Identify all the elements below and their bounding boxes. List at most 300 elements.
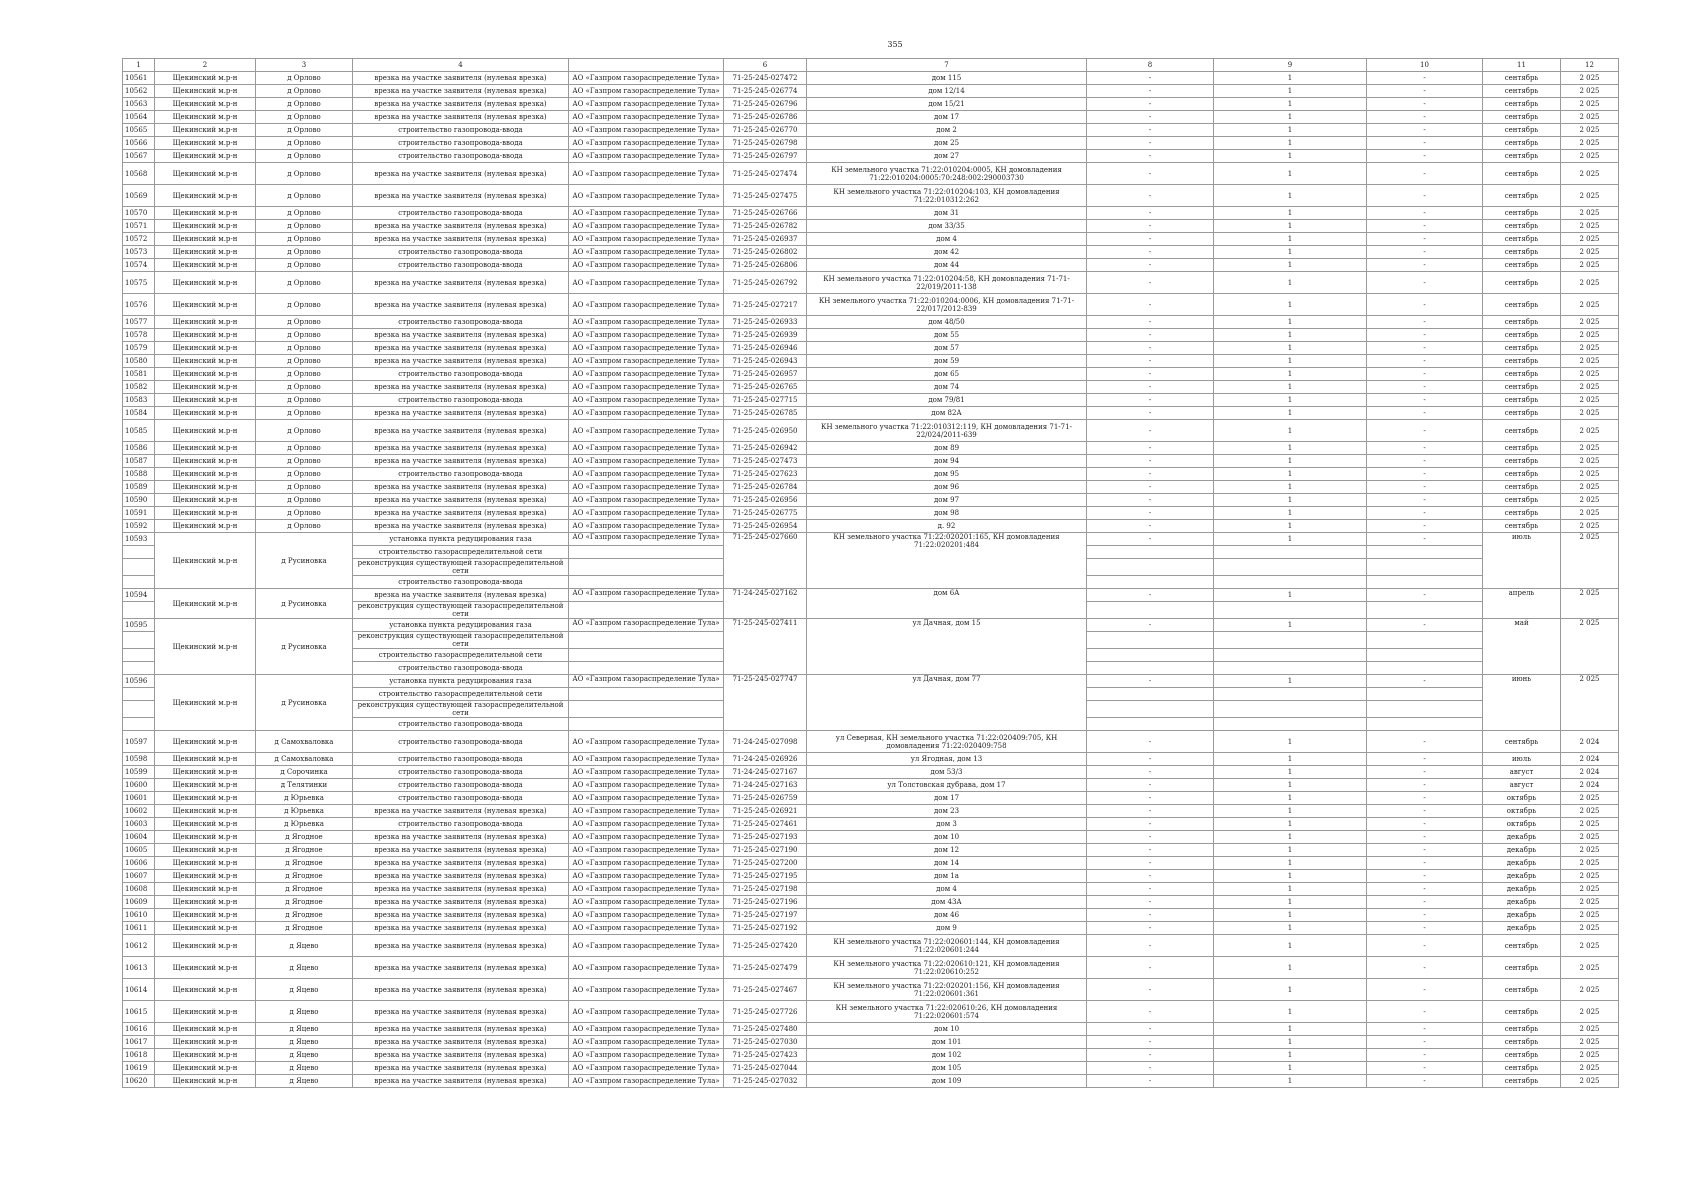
table-row [123,207,1619,220]
organization: АО «Газпром газораспределение Тула» [569,124,724,137]
district: Щекинский м.р-н [155,766,256,779]
work-type: строительство газопровода-ввода [353,207,569,220]
work-type: врезка на участке заявителя (нулевая врезка) [353,294,569,316]
district: Щекинский м.р-н [155,185,256,207]
row-number: 10611 [123,922,155,935]
settlement: д Орлово [256,355,353,368]
month: декабрь [1483,896,1561,909]
work-type: врезка на участке заявителя (нулевая врезка) [353,896,569,909]
col8: - [1087,420,1214,442]
col10: - [1367,619,1483,632]
year: 2 025 [1561,805,1619,818]
col9: 1 [1214,779,1367,792]
col8-empty [1087,602,1214,619]
col9: 1 [1214,844,1367,857]
col8: - [1087,520,1214,533]
col10: - [1367,394,1483,407]
header-cell: 7 [807,59,1087,72]
work-type: строительство газопровода-ввода [353,316,569,329]
col10: - [1367,792,1483,805]
col10: - [1367,779,1483,792]
table-row [123,922,1619,935]
organization-empty [569,718,724,731]
col8: - [1087,355,1214,368]
col8: - [1087,818,1214,831]
col9-empty [1214,649,1367,662]
code: 71-25-245-026774 [724,85,807,98]
settlement: д Орлово [256,329,353,342]
address: ул Дачная, дом 77 [807,675,1087,731]
page-number: 355 [887,40,903,49]
year: 2 025 [1561,316,1619,329]
settlement: д Орлово [256,185,353,207]
address: дом 53/3 [807,766,1087,779]
col9: 1 [1214,442,1367,455]
district: Щекинский м.р-н [155,259,256,272]
month: сентябрь [1483,329,1561,342]
work-type: строительство газопровода-ввода [353,662,569,675]
month: май [1483,619,1561,675]
month: сентябрь [1483,163,1561,185]
table-row [123,1036,1619,1049]
year: 2 025 [1561,896,1619,909]
col10: - [1367,766,1483,779]
work-type: строительство газопровода-ввода [353,150,569,163]
organization: АО «Газпром газораспределение Тула» [569,779,724,792]
settlement: д Ягодное [256,844,353,857]
district: Щекинский м.р-н [155,272,256,294]
code: 71-24-245-027162 [724,589,807,619]
district: Щекинский м.р-н [155,831,256,844]
address: дом 101 [807,1036,1087,1049]
organization: АО «Газпром газораспределение Тула» [569,883,724,896]
col8: - [1087,233,1214,246]
row-number: 10593 [123,533,155,546]
code: 71-25-245-027474 [724,163,807,185]
organization: АО «Газпром газораспределение Тула» [569,805,724,818]
code: 71-25-245-027623 [724,468,807,481]
settlement: д Орлово [256,394,353,407]
col10: - [1367,731,1483,753]
code: 71-25-245-026766 [724,207,807,220]
code: 71-25-245-026775 [724,507,807,520]
table-row [123,342,1619,355]
row-number: 10604 [123,831,155,844]
row-number: 10582 [123,381,155,394]
organization: АО «Газпром газораспределение Тула» [569,957,724,979]
settlement: д Ягодное [256,883,353,896]
settlement: д Юрьевка [256,792,353,805]
district: Щекинский м.р-н [155,137,256,150]
col9-empty [1214,576,1367,589]
row-number: 10563 [123,98,155,111]
work-type: врезка на участке заявителя (нулевая врезка) [353,507,569,520]
settlement: д Яцево [256,1036,353,1049]
col9: 1 [1214,533,1367,546]
col8: - [1087,792,1214,805]
col8: - [1087,272,1214,294]
month: апрель [1483,589,1561,619]
year: 2 025 [1561,220,1619,233]
col9: 1 [1214,1075,1367,1088]
organization: АО «Газпром газораспределение Тула» [569,111,724,124]
code: 71-25-245-027475 [724,185,807,207]
code: 71-25-245-026784 [724,481,807,494]
row-number: 10579 [123,342,155,355]
month: сентябрь [1483,137,1561,150]
district: Щекинский м.р-н [155,294,256,316]
col10: - [1367,207,1483,220]
table-row [123,494,1619,507]
month: сентябрь [1483,1023,1561,1036]
code: 71-25-245-026933 [724,316,807,329]
table-row [123,259,1619,272]
district: Щекинский м.р-н [155,494,256,507]
row-number: 10580 [123,355,155,368]
month: декабрь [1483,870,1561,883]
table-row [123,896,1619,909]
month: сентябрь [1483,394,1561,407]
organization-empty [569,576,724,589]
row-number: 10610 [123,909,155,922]
month: сентябрь [1483,111,1561,124]
col9: 1 [1214,468,1367,481]
address: дом 17 [807,792,1087,805]
year: 2 025 [1561,1023,1619,1036]
month: сентябрь [1483,246,1561,259]
address: дом 109 [807,1075,1087,1088]
settlement: д Орлово [256,233,353,246]
year: 2 025 [1561,137,1619,150]
organization: АО «Газпром газораспределение Тула» [569,1049,724,1062]
work-type: врезка на участке заявителя (нулевая врезка) [353,589,569,602]
year: 2 025 [1561,163,1619,185]
code: 71-25-245-027420 [724,935,807,957]
organization-empty [569,688,724,701]
col10: - [1367,150,1483,163]
code: 71-25-245-026942 [724,442,807,455]
organization: АО «Газпром газораспределение Тула» [569,922,724,935]
table-row [123,420,1619,442]
col10: - [1367,831,1483,844]
work-type: врезка на участке заявителя (нулевая врезка) [353,329,569,342]
header-cell: 10 [1367,59,1483,72]
col10: - [1367,85,1483,98]
organization-empty [569,662,724,675]
year: 2 025 [1561,381,1619,394]
row-number: 10562 [123,85,155,98]
organization: АО «Газпром газораспределение Тула» [569,259,724,272]
col10-empty [1367,546,1483,559]
settlement: д Яцево [256,1001,353,1023]
district: Щекинский м.р-н [155,818,256,831]
row-number: 10585 [123,420,155,442]
organization: АО «Газпром газораспределение Тула» [569,342,724,355]
work-type: врезка на участке заявителя (нулевая врезка) [353,935,569,957]
col8: - [1087,1001,1214,1023]
year: 2 025 [1561,1036,1619,1049]
col8-empty [1087,662,1214,675]
col10: - [1367,909,1483,922]
address: КН земельного участка 71:22:020201:156, КН домовладения 71:22:020601:361 [807,979,1087,1001]
work-type: реконструкция существующей газораспределительной сети [353,559,569,576]
col8: - [1087,394,1214,407]
row-number: 10618 [123,1049,155,1062]
organization: АО «Газпром газораспределение Тула» [569,844,724,857]
code: 71-25-245-027195 [724,870,807,883]
row-number: 10591 [123,507,155,520]
work-type: врезка на участке заявителя (нулевая врезка) [353,805,569,818]
col9: 1 [1214,98,1367,111]
settlement: д Ягодное [256,896,353,909]
col9: 1 [1214,619,1367,632]
table-row [123,220,1619,233]
row-number: 10589 [123,481,155,494]
settlement: д Орлово [256,111,353,124]
row-number: 10565 [123,124,155,137]
month: сентябрь [1483,98,1561,111]
address: КН земельного участка 71:22:010204:0006, КН домовладения 71-71-22/017/2012-839 [807,294,1087,316]
month: сентябрь [1483,420,1561,442]
table-row [123,85,1619,98]
year: 2 025 [1561,979,1619,1001]
table-row [123,844,1619,857]
col10: - [1367,124,1483,137]
address: дом 23 [807,805,1087,818]
organization-empty [569,546,724,559]
col10-empty [1367,559,1483,576]
col10: - [1367,163,1483,185]
header-row [123,59,1619,72]
col10: - [1367,329,1483,342]
col8: - [1087,124,1214,137]
organization: АО «Газпром газораспределение Тула» [569,355,724,368]
row-number-empty [123,649,155,662]
table-row [123,883,1619,896]
col8: - [1087,455,1214,468]
table-row [123,381,1619,394]
year: 2 025 [1561,442,1619,455]
row-number: 10600 [123,779,155,792]
col8: - [1087,246,1214,259]
year: 2 025 [1561,355,1619,368]
district: Щекинский м.р-н [155,507,256,520]
code: 71-25-245-026797 [724,150,807,163]
work-type: врезка на участке заявителя (нулевая врезка) [353,442,569,455]
address: дом 82А [807,407,1087,420]
col8: - [1087,1075,1214,1088]
work-type: врезка на участке заявителя (нулевая врезка) [353,407,569,420]
col9: 1 [1214,394,1367,407]
col9-empty [1214,602,1367,619]
code: 71-25-245-026957 [724,368,807,381]
table-row [123,507,1619,520]
district: Щекинский м.р-н [155,124,256,137]
month: сентябрь [1483,381,1561,394]
organization: АО «Газпром газораспределение Тула» [569,246,724,259]
settlement: д Яцево [256,1062,353,1075]
header-cell: 12 [1561,59,1619,72]
settlement: д Яцево [256,957,353,979]
settlement: д Ягодное [256,857,353,870]
col8: - [1087,294,1214,316]
month: декабрь [1483,857,1561,870]
settlement: д Орлово [256,124,353,137]
month: август [1483,779,1561,792]
table-row [123,909,1619,922]
row-number: 10586 [123,442,155,455]
row-number: 10587 [123,455,155,468]
col10: - [1367,98,1483,111]
col9: 1 [1214,589,1367,602]
address: дом 48/50 [807,316,1087,329]
header-cell: 11 [1483,59,1561,72]
col10: - [1367,805,1483,818]
table-row [123,766,1619,779]
code: 71-25-245-027473 [724,455,807,468]
col8: - [1087,442,1214,455]
district: Щекинский м.р-н [155,342,256,355]
col10: - [1367,316,1483,329]
row-number: 10599 [123,766,155,779]
address: дом 4 [807,883,1087,896]
year: 2 025 [1561,150,1619,163]
address: ул Северная, КН земельного участка 71:22:020409:705, КН домовладения 71:22:020409:758 [807,731,1087,753]
month: сентябрь [1483,233,1561,246]
work-type: строительство газопровода-ввода [353,731,569,753]
organization: АО «Газпром газораспределение Тула» [569,163,724,185]
district: Щекинский м.р-н [155,1062,256,1075]
col8: - [1087,468,1214,481]
col9: 1 [1214,111,1367,124]
code: 71-25-245-026921 [724,805,807,818]
address: дом 89 [807,442,1087,455]
settlement: д Орлово [256,494,353,507]
organization: АО «Газпром газораспределение Тула» [569,792,724,805]
work-type: врезка на участке заявителя (нулевая врезка) [353,163,569,185]
col9: 1 [1214,805,1367,818]
district: Щекинский м.р-н [155,979,256,1001]
code: 71-25-245-027198 [724,883,807,896]
row-number: 10569 [123,185,155,207]
table-row [123,355,1619,368]
organization: АО «Газпром газораспределение Тула» [569,150,724,163]
table-row [123,468,1619,481]
col10: - [1367,870,1483,883]
address: дом 55 [807,329,1087,342]
month: сентябрь [1483,468,1561,481]
address: дом 10 [807,1023,1087,1036]
table-row [123,935,1619,957]
settlement: д Орлово [256,507,353,520]
col9: 1 [1214,420,1367,442]
code: 71-25-245-026759 [724,792,807,805]
col10: - [1367,857,1483,870]
settlement: д Орлово [256,455,353,468]
table-row [123,1049,1619,1062]
month: сентябрь [1483,455,1561,468]
address: дом 25 [807,137,1087,150]
col9: 1 [1214,150,1367,163]
year: 2 025 [1561,675,1619,731]
settlement: д Орлово [256,420,353,442]
address: дом 27 [807,150,1087,163]
row-number: 10620 [123,1075,155,1088]
table-subrow [123,589,1619,602]
organization: АО «Газпром газораспределение Тула» [569,766,724,779]
settlement: д Орлово [256,163,353,185]
col9: 1 [1214,753,1367,766]
col9-empty [1214,559,1367,576]
work-type: установка пункта редуцирования газа [353,675,569,688]
work-type: врезка на участке заявителя (нулевая врезка) [353,857,569,870]
col8: - [1087,342,1214,355]
table-row [123,124,1619,137]
col8: - [1087,72,1214,85]
organization: АО «Газпром газораспределение Тула» [569,316,724,329]
work-type: врезка на участке заявителя (нулевая врезка) [353,420,569,442]
table-subrow [123,619,1619,632]
col10: - [1367,1036,1483,1049]
row-number: 10608 [123,883,155,896]
col10: - [1367,533,1483,546]
table-row [123,779,1619,792]
month: декабрь [1483,909,1561,922]
row-number: 10617 [123,1036,155,1049]
row-number: 10583 [123,394,155,407]
col8: - [1087,779,1214,792]
col10: - [1367,220,1483,233]
col9: 1 [1214,342,1367,355]
year: 2 025 [1561,870,1619,883]
year: 2 025 [1561,1075,1619,1088]
code: 71-25-245-027479 [724,957,807,979]
address: КН земельного участка 71:22:020201:165, КН домовладения 71:22:020201:484 [807,533,1087,589]
year: 2 025 [1561,272,1619,294]
organization: АО «Газпром газораспределение Тула» [569,1036,724,1049]
row-number: 10601 [123,792,155,805]
work-type: строительство газораспределительной сети [353,649,569,662]
district: Щекинский м.р-н [155,1049,256,1062]
row-number: 10607 [123,870,155,883]
col8-empty [1087,701,1214,718]
col8: - [1087,935,1214,957]
col8: - [1087,805,1214,818]
col10: - [1367,979,1483,1001]
month: октябрь [1483,792,1561,805]
organization: АО «Газпром газораспределение Тула» [569,381,724,394]
code: 71-25-245-026954 [724,520,807,533]
col8: - [1087,896,1214,909]
month: сентябрь [1483,259,1561,272]
address: дом 94 [807,455,1087,468]
month: сентябрь [1483,207,1561,220]
col8-empty [1087,546,1214,559]
address: дом 2 [807,124,1087,137]
col9: 1 [1214,831,1367,844]
address: дом 42 [807,246,1087,259]
year: 2 025 [1561,1049,1619,1062]
col10: - [1367,72,1483,85]
settlement: д Ягодное [256,909,353,922]
row-number: 10609 [123,896,155,909]
organization: АО «Газпром газораспределение Тула» [569,494,724,507]
settlement: д Орлово [256,468,353,481]
col9: 1 [1214,316,1367,329]
settlement: д Орлово [256,520,353,533]
table-row [123,957,1619,979]
month: сентябрь [1483,1001,1561,1023]
